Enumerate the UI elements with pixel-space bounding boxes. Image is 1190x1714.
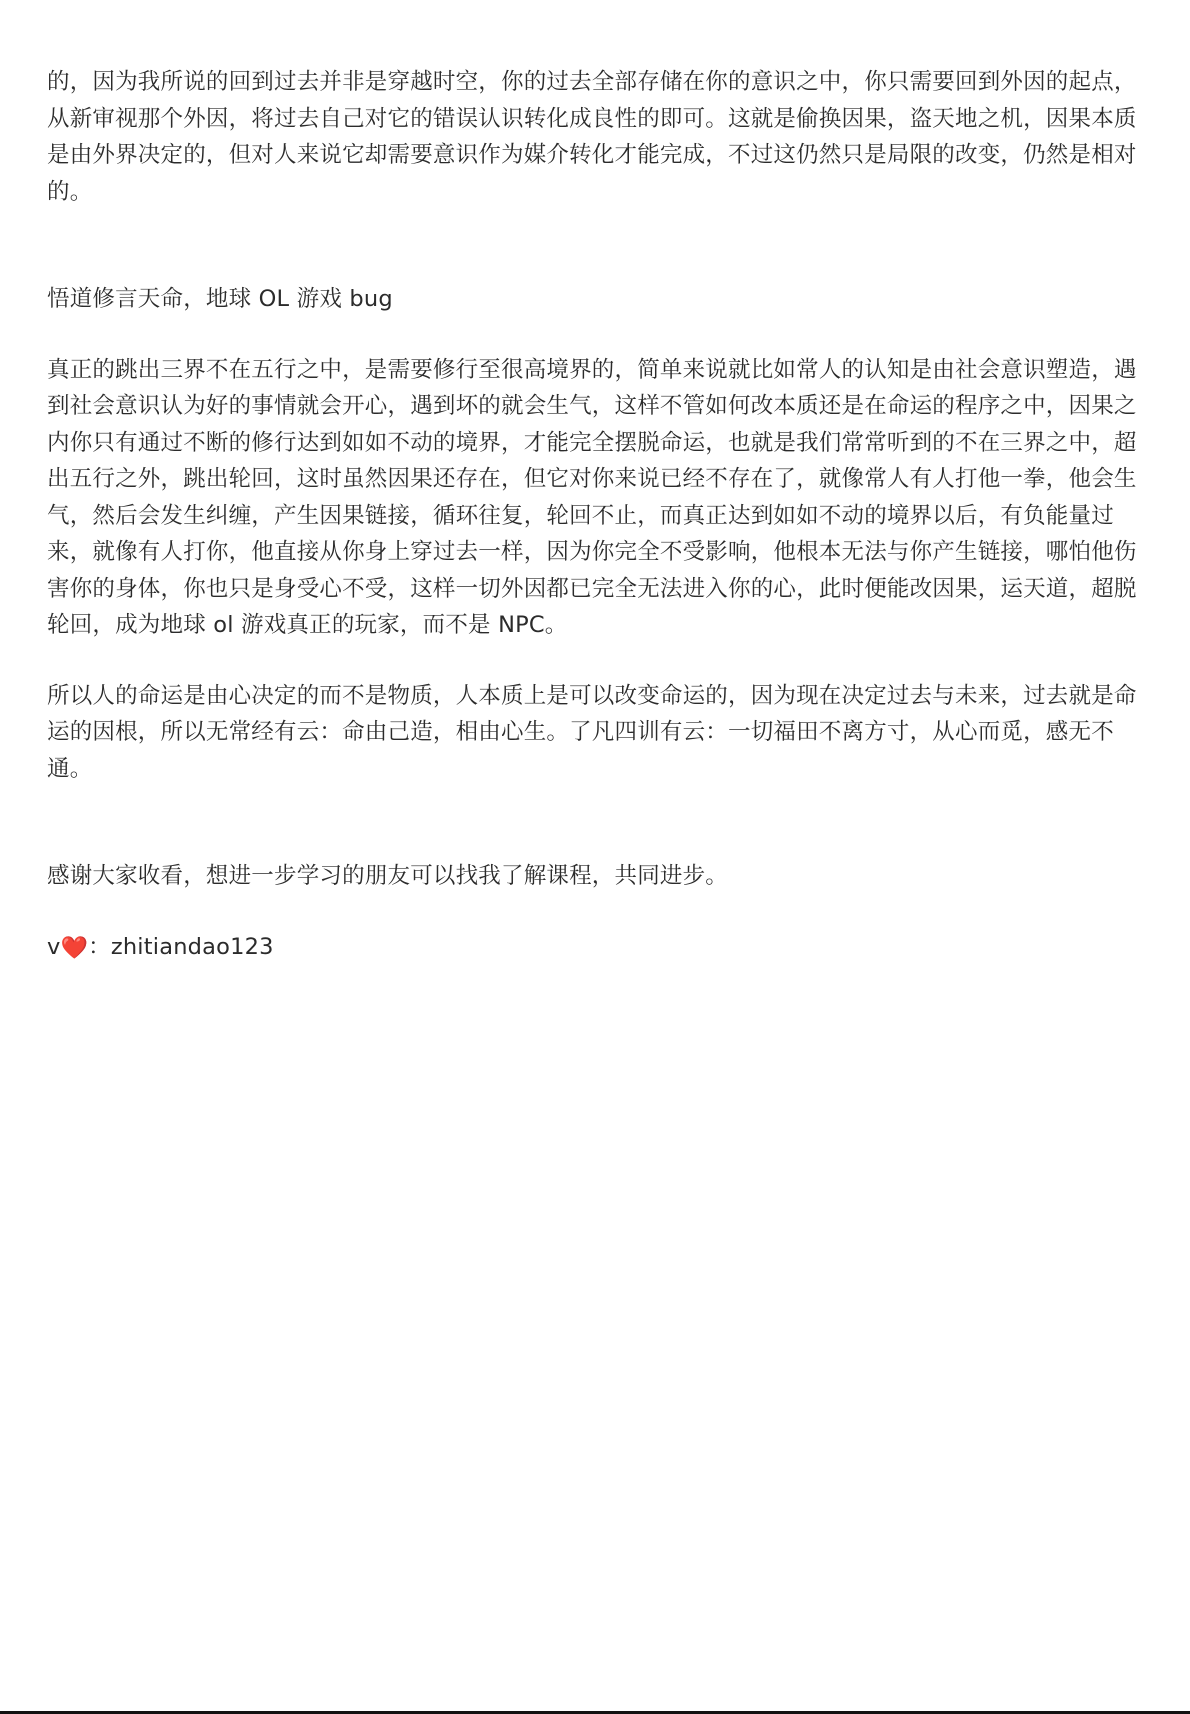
article-body xyxy=(47,60,1147,965)
paragraph-main: 真正的跳出三界不在五行之中，是需要修行至很高境界的，简单来说就比如常人的认知是由社会意识塑造，遇到社会意识认为好的事情就会开心，遇到坏的就会生气，这样不管如何改本质还是在命运的程序之中，因果之内你只有通过不断的修行达到如如不动的境界，才能完全摆脱命运，也就是我们常常听到的不在三界之中，超出五行之外，跳出轮回，这时虽然因果还存在，但它对你来说已经不存在了，就像常人有人打他一拳，他会生气，然后会发生纠缠，产生因果链接，循环往复，轮回不止，而真正达到如如不动的境界以后，有负能量过来，就像有人打你，他直接从你身上穿过去一样，因为你完全不受影响，他根本无法与你产生链接，哪怕他伤害你的身体，你也只是身受心不受，这样一切外因都已完全无法进入你的心，此时便能改因果，运天道，超脱轮回，成为地球 ol 游戏真正的玩家，而不是 NPC。 xyxy=(47,356,1137,638)
contact-line xyxy=(47,929,1147,966)
section-heading: 悟道修言天命，地球 OL 游戏 bug xyxy=(47,286,393,312)
paragraph-intro: 的，因为我所说的回到过去并非是穿越时空，你的过去全部存储在你的意识之中，你只需要回到外因的起点，从新审视那个外因，将过去自己对它的错误认识转化成良性的即可。这就是偷换因果，盗天地之机，因果本质是由外界决定的，但对人来说它却需要意识作为媒介转化才能完成，不过这仍然只是局限的改变，仍然是相对的。 xyxy=(47,69,1137,205)
contact-prefix: v xyxy=(47,933,61,960)
paragraph-conclusion: 所以人的命运是由心决定的而不是物质，人本质上是可以改变命运的，因为现在决定过去与未来，过去就是命运的因根，所以无常经有云：命由己造，相由心生。了凡四训有云：一切福田不离方寸，从心而觅，感无不通。 xyxy=(47,682,1137,782)
contact-id[interactable]: zhitiandao123 xyxy=(110,933,274,960)
contact-separator: ： xyxy=(88,933,111,960)
heart-icon: ❤️ xyxy=(60,935,89,961)
thanks-text: 感谢大家收看，想进一步学习的朋友可以找我了解课程，共同进步。 xyxy=(47,863,729,889)
